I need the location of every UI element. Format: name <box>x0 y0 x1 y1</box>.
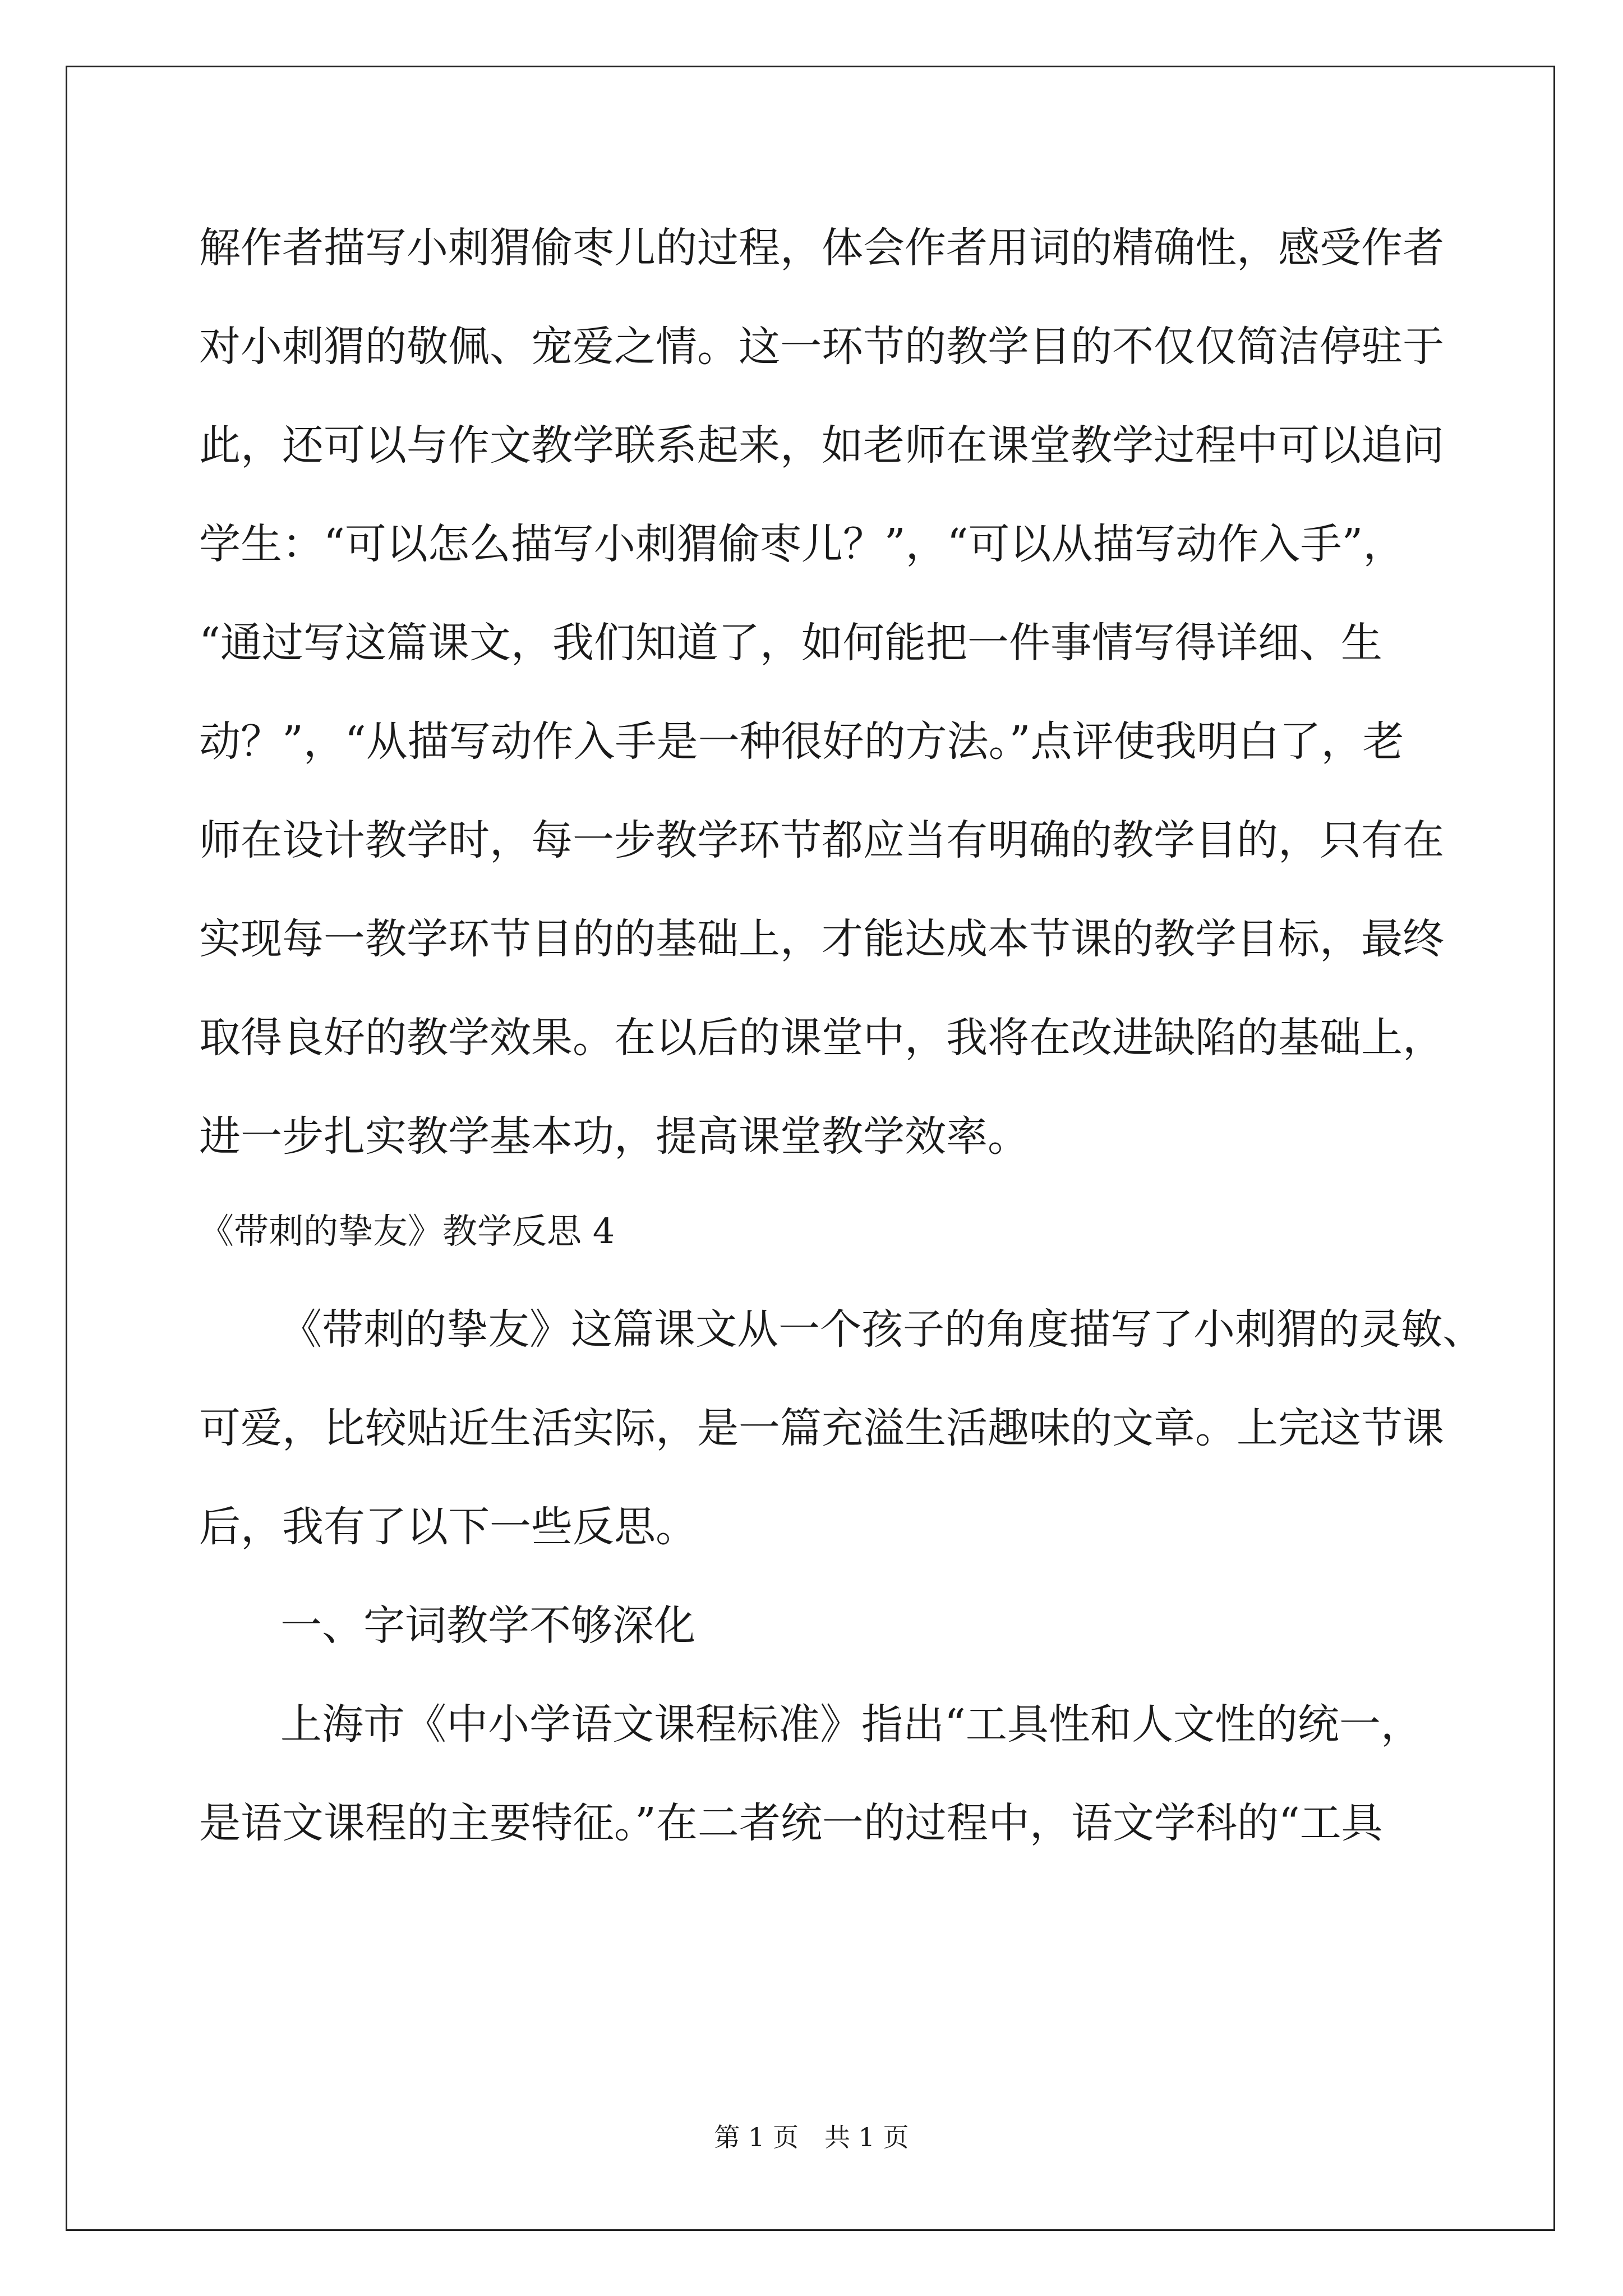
paragraph-line: 后，我有了以下一些反思。 <box>199 1503 697 1551</box>
paragraph-line: 对小刺猬的敬佩、宠爱之情。这一环节的教学目的不仅仅简洁停驻于 <box>199 323 1444 371</box>
paragraph-line: “通过写这篇课文，我们知道了，如何能把一件事情写得详细、生 <box>199 619 1382 667</box>
page-number-footer: 第 1 页 共 1 页 <box>714 2122 909 2152</box>
paragraph-line: 动？”，“从描写动作入手是一种很好的方法。”点评使我明白了，老 <box>199 717 1404 766</box>
paragraph-line: 学生：“可以怎么描写小刺猬偷枣儿？”，“可以从描写动作入手”， <box>199 520 1405 568</box>
paragraph-line: 解作者描写小刺猬偷枣儿的过程，体会作者用词的精确性，感受作者 <box>199 224 1444 272</box>
paragraph-line: 实现每一教学环节目的的基础上，才能达成本节课的教学目标，最终 <box>199 915 1444 963</box>
section-heading: 《带刺的挚友》教学反思 4 <box>199 1211 615 1251</box>
paragraph-line: 师在设计教学时，每一步教学环节都应当有明确的教学目的，只有在 <box>199 816 1444 864</box>
paragraph-line: 《带刺的挚友》这篇课文从一个孩子的角度描写了小刺猬的灵敏、 <box>280 1305 1484 1354</box>
paragraph-line: 上海市《中小学语文课程标准》指出“工具性和人文性的统一， <box>280 1700 1422 1749</box>
paragraph-line: 取得良好的教学效果。在以后的课堂中，我将在改进缺陷的基础上， <box>199 1014 1444 1062</box>
subheading-line: 一、字词教学不够深化 <box>280 1602 695 1650</box>
paragraph-line: 此，还可以与作文教学联系起来，如老师在课堂教学过程中可以追问 <box>199 421 1444 470</box>
paragraph-line: 是语文课程的主要特征。”在二者统一的过程中，语文学科的“工具 <box>199 1799 1383 1847</box>
paragraph-line: 进一步扎实教学基本功，提高课堂教学效率。 <box>199 1112 1029 1161</box>
paragraph-line: 可爱，比较贴近生活实际，是一篇充溢生活趣味的文章。上完这节课 <box>199 1404 1444 1452</box>
